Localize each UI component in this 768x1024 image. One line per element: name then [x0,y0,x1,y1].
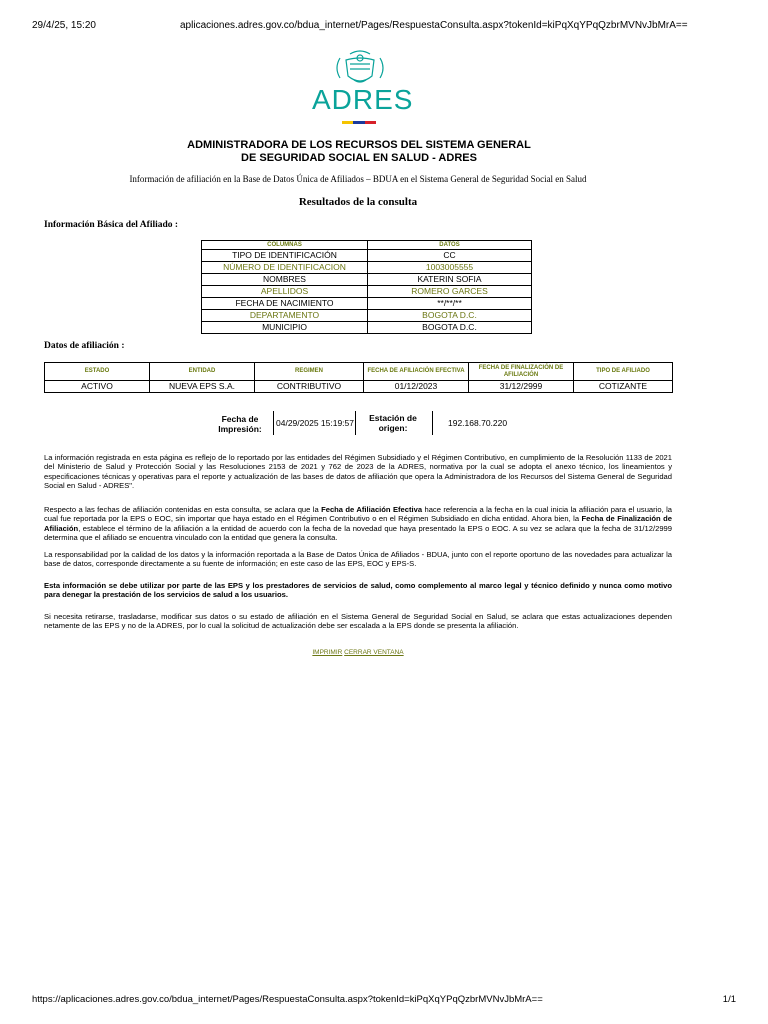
paragraph-usage-notice: Esta información se debe utilizar por parte de las EPS y los prestadores de servicios de salud, como complemento al marco legal y técnico definido y nunca como motivo para denegar la prestación de los servicios de salud a los usuarios. [44,581,672,600]
row-value: ROMERO GARCES [368,286,532,298]
regimen-cell: CONTRIBUTIVO [255,381,364,393]
text-span: Respecto a las fechas de afiliación contenidas en esta consulta, se aclara que la [44,505,322,514]
basic-info-heading: Información Básica del Afiliado : [44,220,179,230]
row-label: NÚMERO DE IDENTIFICACION [202,262,368,274]
column-header: TIPO DE AFILIADO [574,363,673,381]
column-header: ENTIDAD [150,363,255,381]
row-value: 1003005555 [368,262,532,274]
column-header: FECHA DE AFILIACIÓN EFECTIVA [364,363,469,381]
row-label: NOMBRES [202,274,368,286]
column-header: REGIMEN [255,363,364,381]
print-datetime: 29/4/25, 15:20 [32,20,96,31]
table-row [202,274,532,286]
table-row [202,310,532,322]
tipo-afiliado-cell: COTIZANTE [574,381,673,393]
divider [432,411,433,435]
affiliation-table [44,362,673,393]
print-date-label: Fecha de Impresión: [218,414,262,434]
print-url: aplicaciones.adres.gov.co/bdua_internet/Pages/RespuestaConsulta.aspx?tokenId=kiPqXqYPqQzbrMVNvJbMrA== [180,20,688,31]
page-title-line2: DE SEGURIDAD SOCIAL EN SALUD - ADRES [241,152,477,164]
paragraph-updates: Si necesita retirarse, trasladarse, modificar sus datos o su estado de afiliación en el Sistema General de Seguridad Social en Salud, se aclara que estas actualizaciones dependen netamente de las EPS y no de la ADRES, por lo cual la solicitud de actualización debe ser escalada a la EPS donde se presenta la afiliación. [44,612,672,631]
adres-logo-text: ADRES [312,84,414,115]
fecha-afiliacion-cell: 01/12/2023 [364,381,469,393]
page-title-line1: ADMINISTRADORA DE LOS RECURSOS DEL SISTEMA GENERAL [187,139,531,151]
station-label: Estación de origen: [369,413,417,433]
table-row [202,250,532,262]
paragraph-legal: La información registrada en esta página es reflejo de lo reportado por las entidades del Régimen Subsidiado y el Régimen Contributivo, en cumplimiento de la Resolución 1133 de 2021 del Ministerio de Salud y Protección Social y las Resoluciones 2153 de 2021 y 762 de 2023 de la ADRES, normativa por la cual se adopta el anexo técnico, los lineamientos y especificaciones técnicas y operativas para el reporte y actualización de las bases de datos de afiliación que opera la Administradora de los Recursos del Sistema General de Seguridad Social en Salud - ADRES". [44,453,672,490]
print-date-value: 04/29/2025 15:19:57 [276,418,354,428]
table-row [45,381,673,393]
row-label: FECHA DE NACIMIENTO [202,298,368,310]
footer-url: https://aplicaciones.adres.gov.co/bdua_internet/Pages/RespuestaConsulta.aspx?tokenId=kiPqXqYPqQzbrMVNvJbMrA== [32,994,543,1005]
results-title: Resultados de la consulta [298,196,418,208]
table-row [202,322,532,334]
fecha-finalizacion-cell: 31/12/2999 [469,381,574,393]
page-number: 1/1 [722,994,736,1005]
row-value: BOGOTA D.C. [368,322,532,334]
table-row [202,286,532,298]
print-link[interactable]: IMPRIMIR [312,649,343,656]
basic-info-table [201,240,532,334]
page-subtitle: Información de afiliación en la Base de Datos Única de Afiliados – BDUA en el Sistema General de Seguridad Social en Salud [129,174,587,184]
close-window-link[interactable]: CERRAR VENTANA [344,649,404,656]
text-span: , establece el término de la afiliación a la entidad de acuerdo con la fecha de la novedad que haya presentado la EPS o EOC. A su vez se aclara que la fecha de 31/12/2999 determina que el afiliado se encuentra vinculado con la entidad que genera la consulta. [44,523,672,542]
row-label: TIPO DE IDENTIFICACIÓN [202,250,368,262]
divider [355,411,356,435]
row-value: CC [368,250,532,262]
estado-cell: ACTIVO [45,381,150,393]
table-row [202,298,532,310]
column-header: ESTADO [45,363,150,381]
row-label: DEPARTAMENTO [202,310,368,322]
row-value: BOGOTA D.C. [368,310,532,322]
divider [273,411,274,435]
paragraph-responsibility: La responsabilidad por la calidad de los datos y la información reportada a la Base de Datos Única de Afiliados - BDUA, junto con el reporte oportuno de las novedades para actualizar la base de datos, corresponde directamente a su fuente de información; en este caso de las EPS, EOC y EPS-S. [44,550,672,569]
row-label: MUNICIPIO [202,322,368,334]
affiliation-heading: Datos de afiliación : [44,341,125,351]
station-value: 192.168.70.220 [448,418,508,428]
action-links [0,649,716,656]
flag-bar [342,121,376,124]
row-label: APELLIDOS [202,286,368,298]
column-header: DATOS [368,241,532,250]
paragraph-dates [44,505,672,542]
entidad-cell: NUEVA EPS S.A. [150,381,255,393]
row-value: **/**/** [368,298,532,310]
bold-span: Fecha de Afiliación Efectiva [321,505,423,514]
row-value: KATERIN SOFIA [368,274,532,286]
column-header: COLUMNAS [202,241,368,250]
column-header: FECHA DE FINALIZACIÓN DE AFILIACIÓN [469,363,574,381]
table-row [202,262,532,274]
bold-span: Fecha de Finalización de Afiliación [44,514,672,533]
text-span: hace referencia a la fecha en la cual inicia la afiliación para el usuario, la cual fue reportada por la EPS o EOC, sin importar que haya estado en el Régimen Contributivo o en el Régimen Subsidiado en dicha entidad. Ahora bien, la [44,505,672,524]
